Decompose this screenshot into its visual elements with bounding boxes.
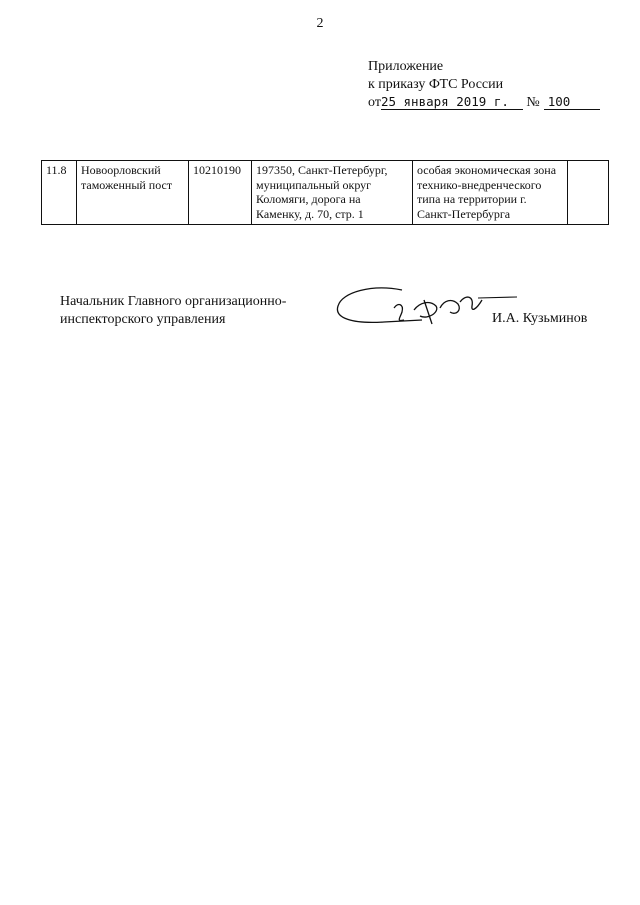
- signatory-name: И.А. Кузьминов: [492, 311, 588, 326]
- order-date-line: [368, 94, 600, 112]
- customs-posts-table: [41, 160, 609, 225]
- order-from-label: от: [368, 95, 381, 110]
- signatory-title: [60, 293, 286, 329]
- post-code: 10210190: [189, 161, 252, 225]
- order-date: 25 января 2019 г.: [381, 95, 523, 110]
- appendix-title: Приложение: [368, 59, 444, 74]
- signatory-title-line-1: Начальник Главного организационно-: [60, 294, 287, 309]
- post-name: Новоорловский таможенный пост: [77, 161, 189, 225]
- order-number: 100: [544, 95, 600, 110]
- appendix-order-ref: к приказу ФТС России: [368, 77, 504, 92]
- empty-cell: [568, 161, 609, 225]
- page-number: 2: [316, 16, 324, 31]
- post-address: 197350, Санкт-Петербург, муниципальный округ Коломяги, дорога на Каменку, д. 70, стр. 1: [252, 161, 413, 225]
- appendix-header: [368, 58, 600, 112]
- row-index: 11.8: [42, 161, 77, 225]
- table-row: [42, 161, 609, 225]
- order-number-label: №: [526, 95, 540, 110]
- handwritten-signature: [332, 280, 517, 340]
- signatory-title-line-2: инспекторского управления: [60, 312, 226, 327]
- zone-description: особая экономическая зона технико-внедренческого типа на территории г. Санкт-Петербурга: [413, 161, 568, 225]
